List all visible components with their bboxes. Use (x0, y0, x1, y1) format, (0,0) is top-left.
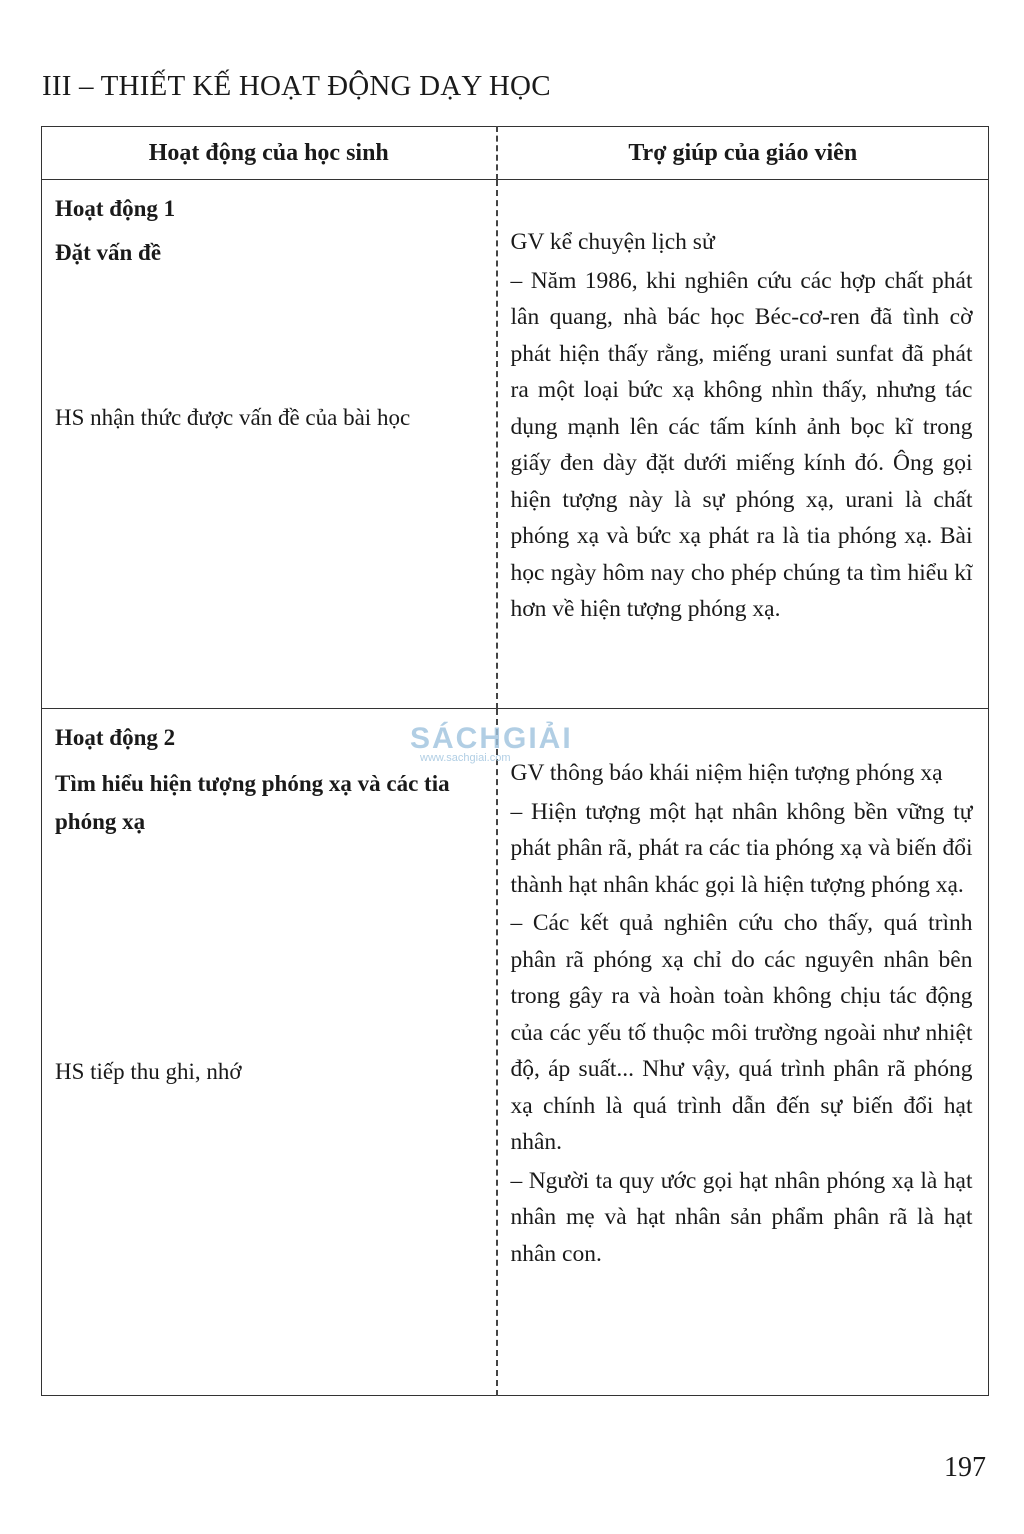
activity-heading: Hoạt động 1 (55, 196, 176, 221)
teacher-intro: GV thông báo khái niệm hiện tượng phóng xạ (510, 760, 943, 786)
teacher-paragraph: – Người ta quy ước gọi hạt nhân phóng xạ là hạt nhân mẹ và hạt nhân sản phẩm phân rã là hạt nhân con. (510, 1167, 973, 1267)
table-row (42, 180, 989, 709)
header-teacher: Trợ giúp của giáo viên (497, 127, 989, 180)
activity-subheading: Đặt vấn đề (55, 240, 162, 265)
page-number: 197 (944, 1452, 986, 1483)
teacher-paragraph: – Các kết quả nghiên cứu cho thấy, quá trình phân rã phóng xạ chỉ do các nguyên nhân bên trong gây ra và hoàn toàn không chịu tác động của các yếu tố thuộc môi trường ngoài như nhiệt độ, áp suất... Như vậy, quá trình phân rã phóng xạ chính là quá trình dẫn đến sự biến đổi hạt nhân. (510, 910, 973, 1155)
teacher-block (511, 755, 973, 1274)
teacher-cell-1 (497, 180, 989, 709)
teacher-cell-2 (497, 709, 989, 1396)
activity-heading: Hoạt động 2 (55, 725, 176, 750)
teacher-paragraph: – Năm 1986, khi nghiên cứu các hợp chất phát lân quang, nhà bác học Béc-cơ-ren đã tình cờ phát hiện thấy rằng, miếng urani sunfat đã phát ra một loại bức xạ không nhìn thấy, nhưng tác dụng mạnh lên các tấm kính ảnh bọc kĩ trong giấy đen dày đặt dưới miếng kính đó. Ông gọi hiện tượng này là sự phóng xạ, urani là chất phóng xạ và bức xạ phát ra là tia phóng xạ. Bài học ngày hôm nay cho phép chúng ta tìm hiểu kĩ hơn về hiện tượng phóng xạ. (510, 267, 973, 622)
watermark-text: SÁCHGIẢI (410, 722, 573, 755)
watermark-url: www.sachgiai.com (420, 752, 511, 764)
header-student: Hoạt động của học sinh (42, 127, 497, 180)
teacher-block (511, 224, 973, 630)
student-activity-text: HS nhận thức được vấn đề của bài học (55, 405, 411, 430)
student-cell-1 (42, 180, 497, 709)
student-activity-text: HS tiếp thu ghi, nhớ (55, 1059, 242, 1084)
teacher-intro: GV kể chuyện lịch sử (510, 229, 715, 255)
teacher-paragraph: – Hiện tượng một hạt nhân không bền vững tự phát phân rã, phát ra các tia phóng xạ và biến đổi thành hạt nhân khác gọi là hiện tượng phóng xạ. (510, 798, 973, 898)
table-header-row (42, 127, 989, 180)
student-cell-2 (42, 709, 497, 1396)
watermark-logo (410, 722, 573, 764)
activity-subheading: Tìm hiểu hiện tượng phóng xạ và các tia phóng xạ (55, 771, 450, 834)
section-title: III – THIẾT KẾ HOẠT ĐỘNG DẠY HỌC (42, 70, 551, 102)
table-row (42, 709, 989, 1396)
